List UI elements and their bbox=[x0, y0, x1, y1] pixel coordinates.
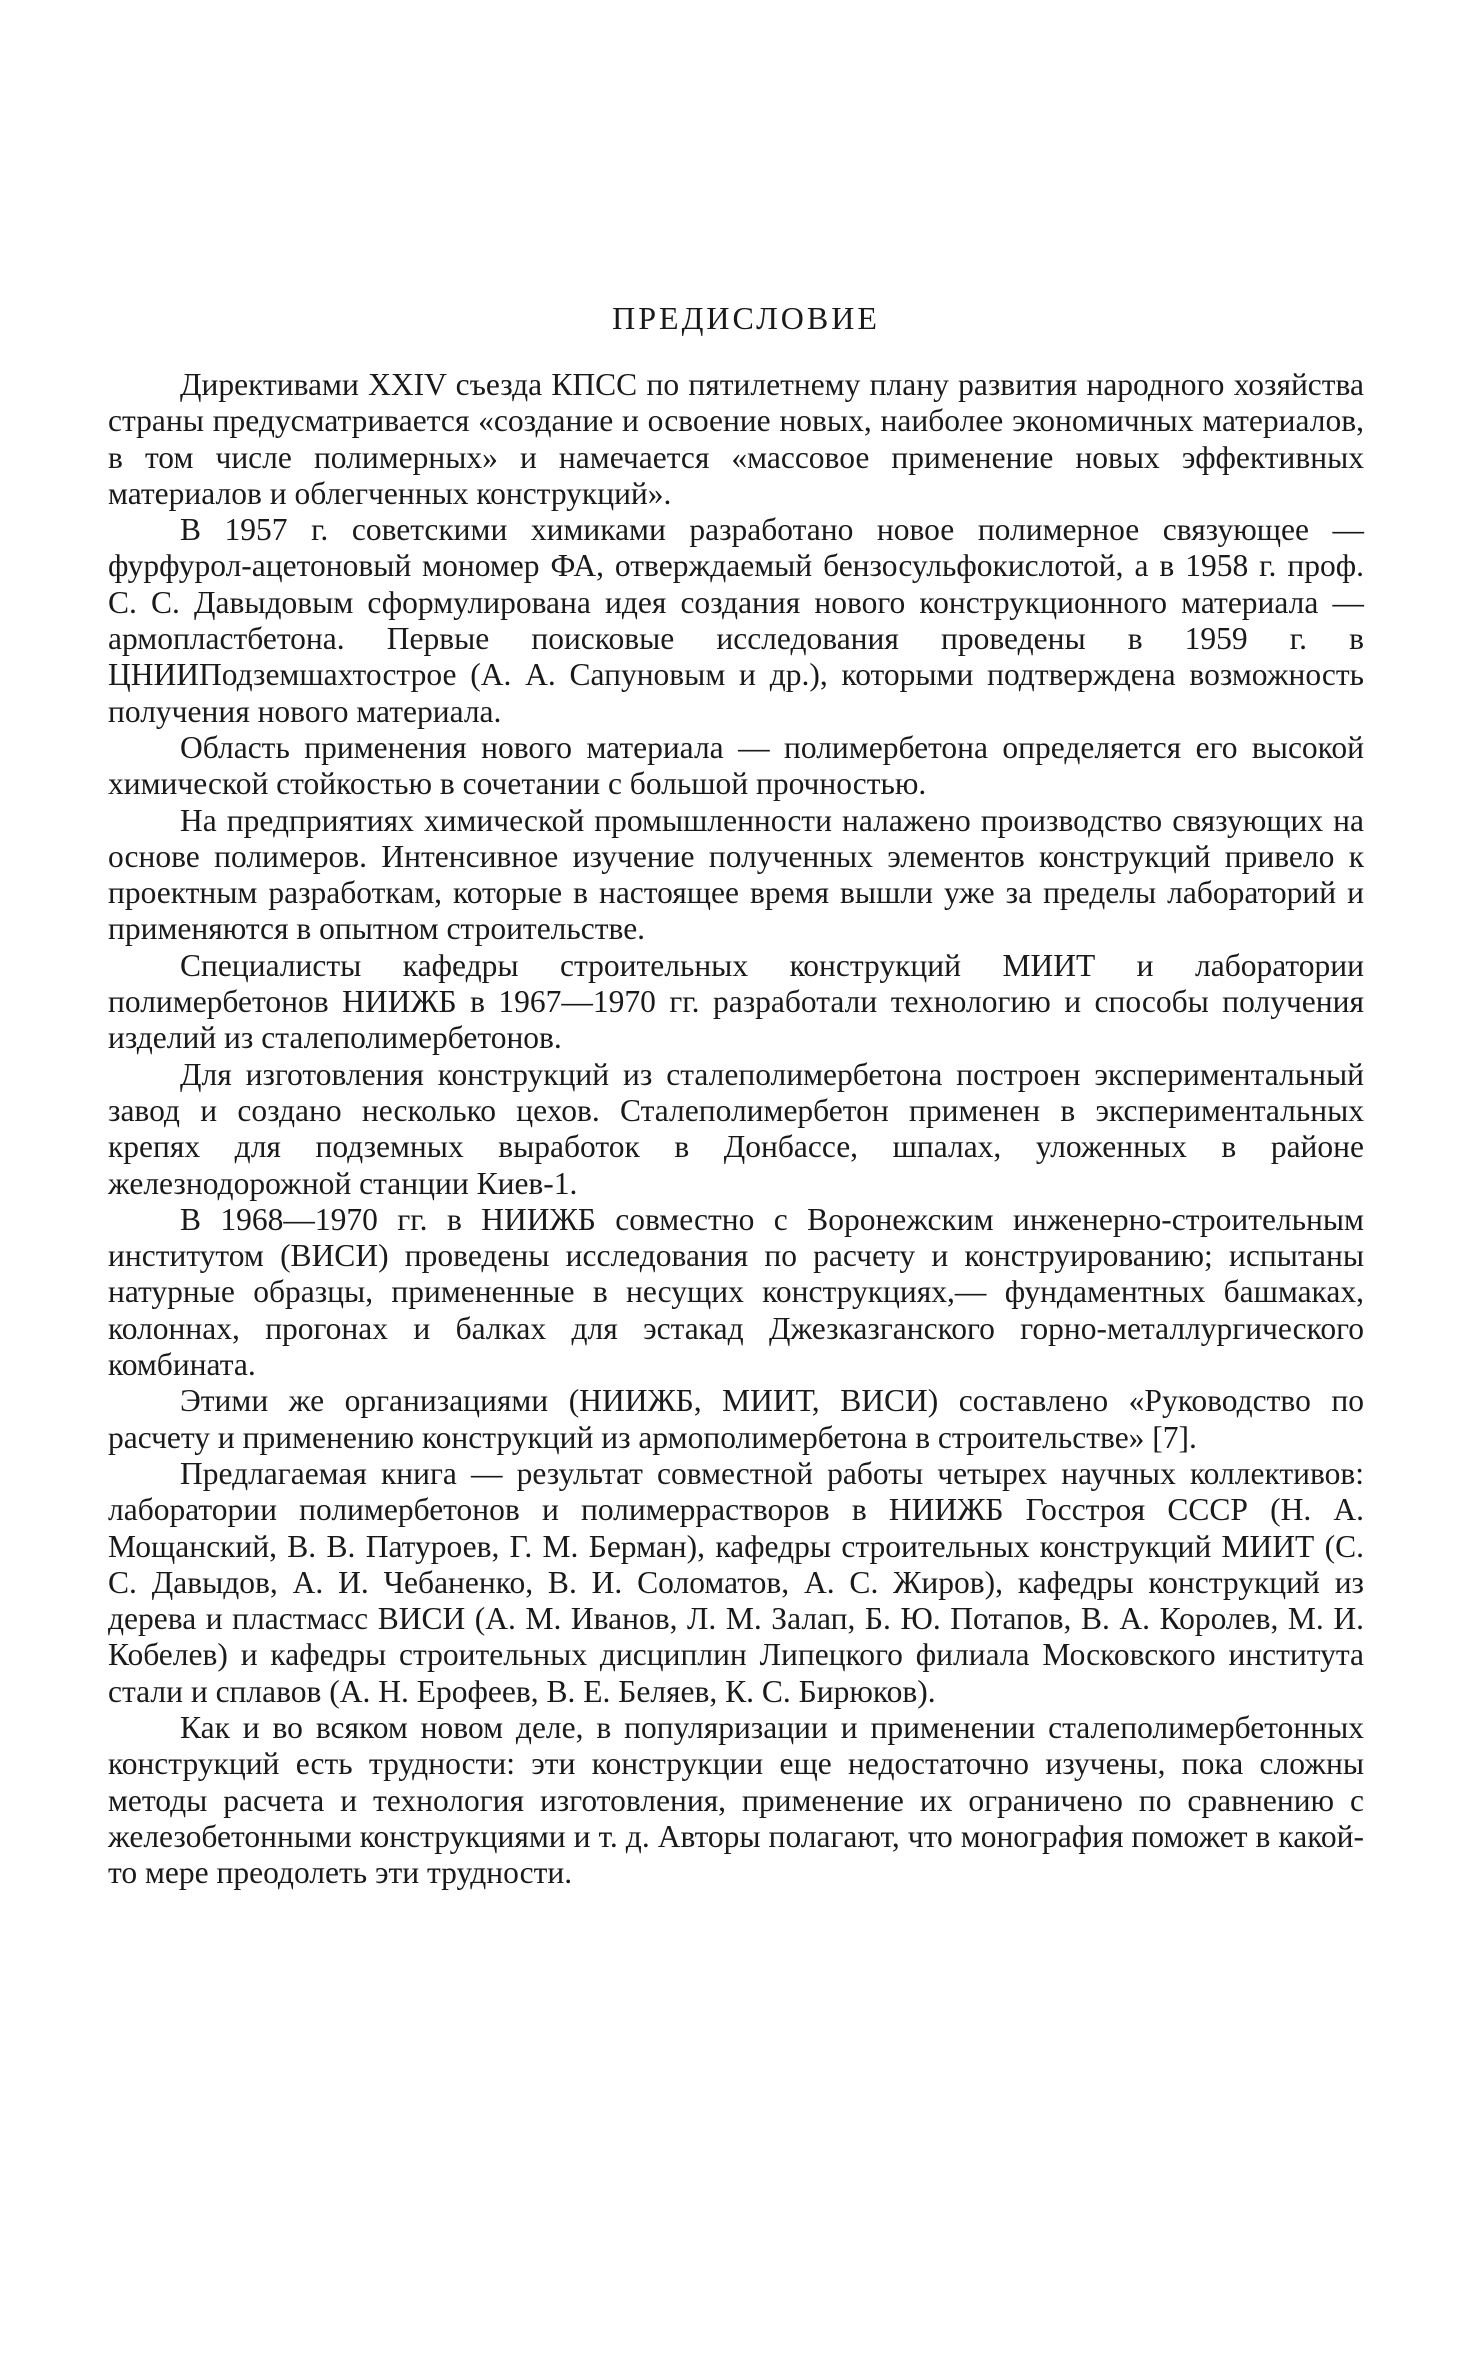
paragraph-5: Специалисты кафедры строительных конструкций МИИТ и лаборатории полимербетонов НИИЖБ в 1967—1970 гг. разработали технологию и способы получения изделий из сталеполимербетонов. bbox=[108, 947, 1364, 1056]
page-title: ПРЕДИСЛОВИЕ bbox=[612, 300, 880, 336]
paragraph-6: Для изготовления конструкций из сталеполимербетона построен экспериментальный завод и создано несколько цехов. Сталеполимербетон применен в экспериментальных крепях для подземных выработок в Донбассе, шпалах, уложенных в районе железнодорожной станции Киев-1. bbox=[108, 1056, 1364, 1201]
paragraph-1: Директивами XXIV съезда КПСС по пятилетнему плану развития народного хозяйства страны предусматривается «создание и освоение новых, наиболее экономичных материалов, в том числе полимерных» и намечается «массовое применение новых эффективных материалов и облегченных конструкций». bbox=[108, 367, 1364, 511]
paragraph-9: Предлагаемая книга — результат совместной работы четырех научных коллективов: лаборатории полимербетонов и полимеррастворов в НИИЖБ Госстроя СССР (Н. А. Мощанский, В. В. Патуроев, Г. М. Берман), кафедры строительных конструкций МИИТ (С. С. Давыдов, А. И. Чебаненко, В. И. Соломатов, А. С. Жиров), кафедры конструкций из дерева и пластмасс ВИСИ (А. М. Иванов, Л. М. Залап, Б. Ю. Потапов, В. А. Королев, М. И. Кобелев) и кафедры строительных дисциплин Липецкого филиала Московского института стали и сплавов (А. Н. Ерофеев, В. Е. Беляев, К. С. Бирюков). bbox=[108, 1455, 1364, 1709]
paragraph-8: Этими же организациями (НИИЖБ, МИИТ, ВИСИ) составлено «Руководство по расчету и применению конструкций из армополимербетона в строительстве» [7]. bbox=[108, 1383, 1364, 1455]
paragraph-3: Область применения нового материала — полимербетона определяется его высокой химической стойкостью в сочетании с большой прочностью. bbox=[108, 729, 1364, 802]
paragraph-10: Как и во всяком новом деле, в популяризации и применении сталеполимербетонных конструкций есть трудности: эти конструкции еще недостаточно изучены, пока сложны методы расчета и технология изготовления, применение их ограничено по сравнению с железобетонными конструкциями и т. д. Авторы полагают, что монография поможет в какой-то мере преодолеть эти трудности. bbox=[108, 1709, 1364, 1891]
document-page bbox=[108, 300, 1364, 1891]
paragraph-2: В 1957 г. советскими химиками разработано новое полимерное связующее — фурфурол-ацетоновый мономер ФА, отверждаемый бензосульфокислотой, а в 1958 г. проф. С. С. Давыдовым сформулирована идея создания нового конструкционного материала — армопластбетона. Первые поисковые исследования проведены в 1959 г. в ЦНИИПодземшахтострое (А. А. Сапуновым и др.), которыми подтверждена возможность получения нового материала. bbox=[108, 512, 1364, 729]
paragraph-4: На предприятиях химической промышленности налажено производство связующих на основе полимеров. Интенсивное изучение полученных элементов конструкций привело к проектным разработкам, которые в настоящее время вышли уже за пределы лабораторий и применяются в опытном строительстве. bbox=[108, 802, 1364, 947]
paragraph-7: В 1968—1970 гг. в НИИЖБ совместно с Воронежским инженерно-строительным институтом (ВИСИ) проведены исследования по расчету и конструированию; испытаны натурные образцы, примененные в несущих конструкциях,— фундаментных башмаках, колоннах, прогонах и балках для эстакад Джезказганского горно-металлургического комбината. bbox=[108, 1201, 1364, 1383]
